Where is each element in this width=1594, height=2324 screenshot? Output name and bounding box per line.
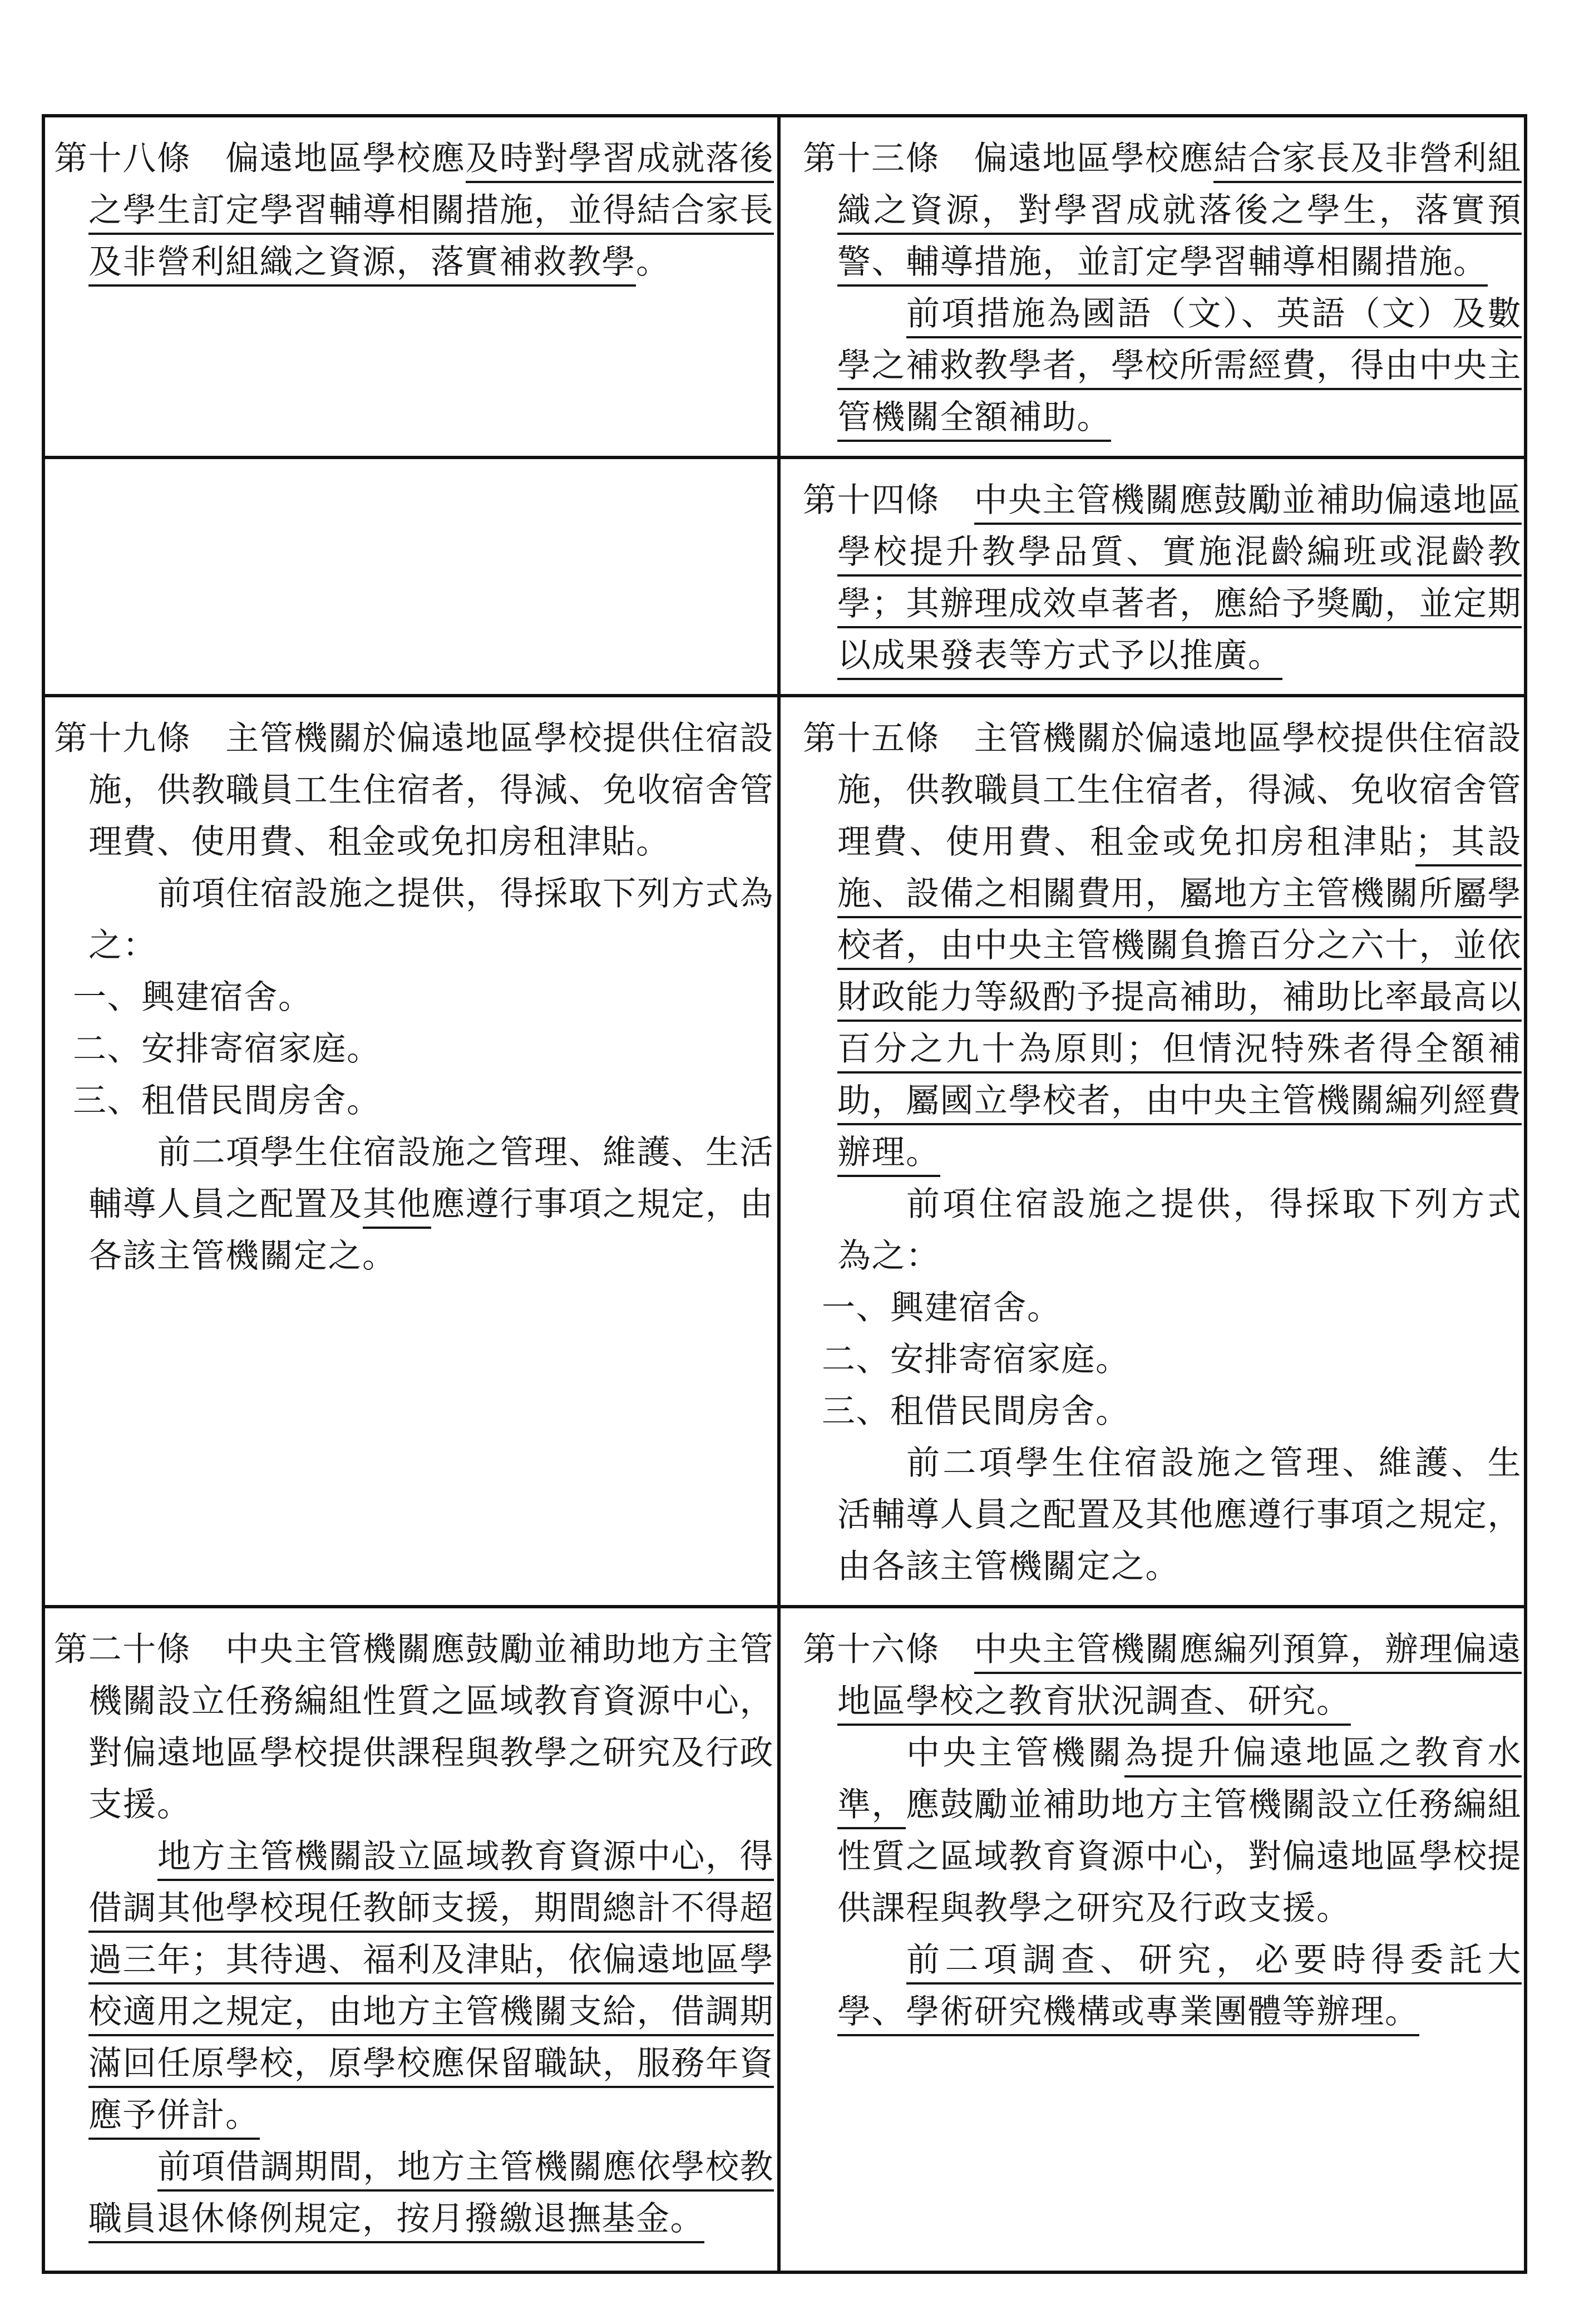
text-run: 三、租借民間房舍。 [822,1393,1130,1430]
law-paragraph-article [803,133,1522,288]
law-paragraph-para [54,1127,774,1282]
law-paragraph-item [54,1023,774,1075]
amended-text: 及時對學習成就落後之學生訂定學習輔導相關措施，並得結合家長及非營利組織之資源，落實補救教學 [88,140,774,287]
text-run: 前項住宿設施之提供，得採取下列方式為之： [837,1186,1522,1274]
amended-text: 中央主管機關應鼓勵並補助偏遠地區學校提升教學品質、實施混齡編班或混齡教學；其辦理成效卓著者，應給予獎勵，並定期以成果發表等方式予以推廣。 [837,482,1522,680]
law-paragraph-item [54,1075,774,1127]
text-run: 二、安排寄宿家庭。 [73,1031,381,1067]
comparison-table [42,114,1527,2274]
text-run: 一、興建宿舍。 [73,979,313,1016]
law-paragraph-item [54,972,774,1023]
cell-right [781,1608,1524,2271]
text-run: 第二十條 中央主管機關應鼓勵並補助地方主管機關設立任務編組性質之區域教育資源中心，對偏遠地區學校提供課程與教學之研究及行政支援。 [54,1631,774,1823]
table-row [45,456,1524,694]
law-paragraph-para [803,1727,1522,1934]
cell-left [45,1608,781,2271]
table-row [45,117,1524,456]
cell-left [45,459,781,694]
cell-left [45,117,781,456]
text-run: 第十三條 偏遠地區學校應 [803,140,1214,177]
amended-text: 結合家長及非營利組織之資源，對學習成就落後之學生，落實預警、輔導措施，並訂定學習輔導相關措施。 [837,140,1522,287]
law-paragraph-item [803,1334,1522,1386]
amended-text: 前項措施為國語（文）、英語（文）及數學之補救教學者，學校所需經費，得由中央主管機關全額補助。 [837,296,1522,442]
amended-text: 其他 [363,1186,431,1229]
text-run: 第十六條 [803,1631,974,1668]
law-paragraph-para [54,2141,774,2245]
law-paragraph-article [54,133,774,288]
law-paragraph-article [54,1624,774,1831]
amended-text: ；其設施、設備之相關費用，屬地方主管機關所屬學校者，由中央主管機關負擔百分之六十，並依財政能力等級酌予提高補助，補助比率最高以百分之九十為原則；但情況特殊者得全額補助，屬國立學校者，由中央主管機關編列經費辦理。 [837,824,1522,1177]
law-paragraph-article [803,713,1522,1179]
cell-right [781,117,1524,456]
table-row [45,1605,1524,2271]
law-paragraph-item [803,1386,1522,1437]
text-run: 前二項學生住宿設施之管理、維護、生活輔導人員之配置及 [88,1134,774,1223]
text-run: 應鼓勵並補助地方主管機關設立任務編組性質之區域教育資源中心，對偏遠地區學校提供課程與教學之研究及行政支援。 [837,1786,1522,1927]
law-paragraph-para [803,288,1522,444]
amended-text: 中央主管機關應編列預算，辦理偏遠地區學校之教育狀況調查、研究。 [837,1631,1522,1726]
table-row [45,694,1524,1605]
text-run: 三、租借民間房舍。 [73,1082,381,1119]
cell-right [781,697,1524,1605]
text-run: 第十八條 偏遠地區學校應 [54,140,466,177]
amended-text: 前項借調期間，地方主管機關應依學校教職員退休條例規定，按月撥繳退撫基金。 [88,2149,774,2243]
text-run: 。 [636,244,670,280]
law-paragraph-para [803,1179,1522,1282]
text-run: 中央主管機關 [906,1735,1124,1771]
text-run: 第十四條 [803,482,974,519]
cell-left [45,697,781,1605]
law-paragraph-para [803,1437,1522,1593]
law-paragraph-item [803,1282,1522,1334]
text-run: 前二項學生住宿設施之管理、維護、生活輔導人員之配置及其他應遵行事項之規定，由各該主管機關定之。 [837,1445,1522,1585]
amended-text: 地方主管機關設立區域教育資源中心，得借調其他學校現任教師支援，期間總計不得超過三年；其待遇、福利及津貼，依偏遠地區學校適用之規定，由地方主管機關支給，借調期滿回任原學校，原學校應保留職缺，服務年資應予併計。 [88,1838,774,2140]
cell-right [781,459,1524,694]
text-run: 第十九條 主管機關於偏遠地區學校提供住宿設施，供教職員工生住宿者，得減、免收宿舍管理費、使用費、租金或免扣房租津貼。 [54,720,774,860]
law-paragraph-para [54,868,774,972]
text-run: 一、興建宿舍。 [822,1289,1062,1326]
law-paragraph-article [803,1624,1522,1727]
law-paragraph-para [803,1934,1522,2038]
amended-text: 前二項調查、研究，必要時得委託大學、學術研究機構或專業團體等辦理。 [837,1942,1522,2036]
text-run: 第十五條 主管機關於偏遠地區學校提供住宿設施，供教職員工生住宿者，得減、免收宿舍管理費、使用費、租金或免扣房租津貼 [803,720,1522,860]
law-paragraph-para [54,1831,774,2141]
law-paragraph-article [803,475,1522,682]
amended-text: 為提升偏遠地區之教育水準， [837,1735,1522,1829]
text-run: 二、安排寄宿家庭。 [822,1341,1130,1378]
text-run: 應遵行事項之規定，由各該主管機關定之。 [88,1186,774,1274]
law-paragraph-article [54,713,774,868]
text-run: 前項住宿設施之提供，得採取下列方式為之： [88,875,774,964]
